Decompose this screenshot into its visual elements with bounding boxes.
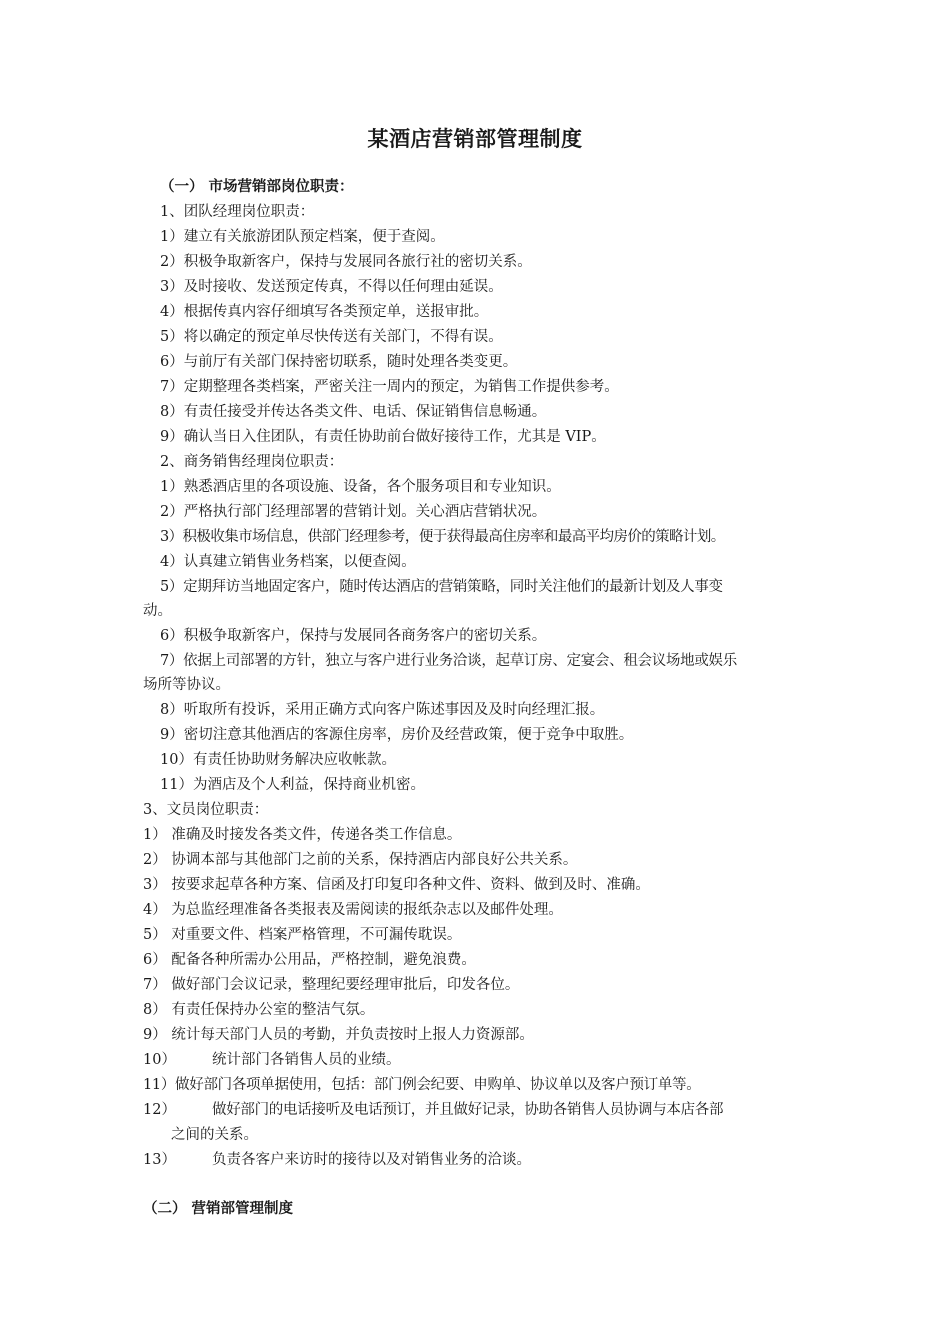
section2-heading: （二） 营销部管理制度	[143, 1200, 294, 1217]
business-item-4: 4）认真建立销售业务档案，以便查阅。	[160, 554, 416, 570]
business-item-2: 2）严格执行部门经理部署的营销计划。关心酒店营销状况。	[160, 504, 547, 520]
business-item-8: 8）听取所有投诉，采用正确方式向客户陈述事因及及时向经理汇报。	[160, 702, 605, 718]
business-item-5: 5）定期拜访当地固定客户，随时传达酒店的营销策略，同时关注他们的最新计划及人事变	[160, 579, 723, 595]
team-item-6: 6）与前厅有关部门保持密切联系，随时处理各类变更。	[160, 354, 518, 370]
clerk-item-7: 7） 做好部门会议记录，整理纪要经理审批后，印发各位。	[143, 977, 520, 993]
business-item-7-cont: 场所等协议。	[143, 677, 230, 693]
clerk-heading: 3、文员岗位职责：	[143, 802, 269, 818]
clerk-item-12-number: 12）	[143, 1102, 176, 1118]
team-manager-heading: 1、团队经理岗位职责：	[160, 204, 315, 220]
clerk-item-9: 9） 统计每天部门人员的考勤，并负责按时上报人力资源部。	[143, 1027, 534, 1043]
team-item-3: 3）及时接收、发送预定传真，不得以任何理由延误。	[160, 279, 503, 295]
team-item-9: 9）确认当日入住团队，有责任协助前台做好接待工作，尤其是 VIP。	[160, 429, 606, 445]
business-sales-heading: 2、商务销售经理岗位职责：	[160, 454, 344, 470]
clerk-item-3: 3） 按要求起草各种方案、信函及打印复印各种文件、资料、做到及时、准确。	[143, 877, 650, 893]
business-item-9: 9）密切注意其他酒店的客源住房率，房价及经营政策，便于竞争中取胜。	[160, 727, 634, 743]
clerk-item-8: 8） 有责任保持办公室的整洁气氛。	[143, 1002, 375, 1018]
clerk-item-13-number: 13）	[143, 1152, 176, 1168]
team-item-5: 5）将以确定的预定单尽快传送有关部门，不得有误。	[160, 329, 503, 345]
business-item-3: 3）积极收集市场信息，供部门经理参考，便于获得最高住房率和最高平均房价的策略计划。	[160, 529, 725, 545]
clerk-item-5: 5） 对重要文件、档案严格管理，不可漏传耽误。	[143, 927, 462, 943]
business-item-1: 1）熟悉酒店里的各项设施、设备，各个服务项目和专业知识。	[160, 479, 561, 495]
clerk-item-1: 1） 准确及时接发各类文件，传递各类工作信息。	[143, 827, 462, 843]
clerk-item-10-text: 统计部门各销售人员的业绩。	[212, 1052, 401, 1068]
business-item-11: 11）为酒店及个人利益，保持商业机密。	[160, 777, 425, 793]
team-item-4: 4）根据传真内容仔细填写各类预定单，送报审批。	[160, 304, 489, 320]
clerk-item-12-cont: 之间的关系。	[171, 1127, 258, 1143]
team-item-8: 8）有责任接受并传达各类文件、电话、保证销售信息畅通。	[160, 404, 547, 420]
section1-heading: （一） 市场营销部岗位职责：	[160, 178, 354, 195]
clerk-item-4: 4） 为总监经理准备各类报表及需阅读的报纸杂志以及邮件处理。	[143, 902, 563, 918]
business-item-6: 6）积极争取新客户，保持与发展同各商务客户的密切关系。	[160, 628, 547, 644]
business-item-5-cont: 动。	[143, 603, 172, 619]
clerk-item-2: 2） 协调本部与其他部门之前的关系，保持酒店内部良好公共关系。	[143, 852, 578, 868]
business-item-7: 7）依据上司部署的方针，独立与客户进行业务洽谈，起草订房、定宴会、租会议场地或娱乐	[160, 653, 737, 669]
clerk-item-13-text: 负责各客户来访时的接待以及对销售业务的洽谈。	[212, 1152, 531, 1168]
business-item-10: 10）有责任协助财务解决应收帐款。	[160, 752, 396, 768]
document-title: 某酒店营销部管理制度	[367, 126, 583, 151]
clerk-item-11: 11）做好部门各项单据使用，包括：部门例会纪要、申购单、协议单以及客户预订单等。	[143, 1077, 701, 1093]
team-item-2: 2）积极争取新客户，保持与发展同各旅行社的密切关系。	[160, 254, 532, 270]
team-item-1: 1）建立有关旅游团队预定档案，便于查阅。	[160, 229, 445, 245]
clerk-item-6: 6） 配备各种所需办公用品，严格控制，避免浪费。	[143, 952, 476, 968]
clerk-item-12-text: 做好部门的电话接听及电话预订，并且做好记录，协助各销售人员协调与本店各部	[212, 1102, 724, 1118]
clerk-item-10-number: 10）	[143, 1052, 176, 1068]
team-item-7: 7）定期整理各类档案，严密关注一周内的预定，为销售工作提供参考。	[160, 379, 619, 395]
